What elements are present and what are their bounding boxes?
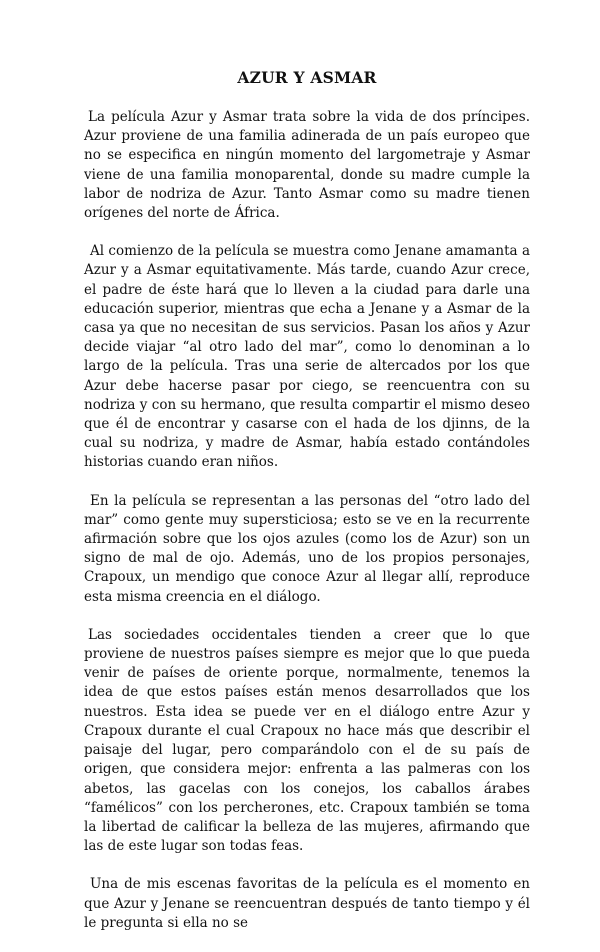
paragraph-4: Las sociedades occidentales tienden a creer que lo que proviene de nuestros países siempre es mejor que lo que pueda venir de países de oriente porque, normalmente, tenemos la idea de que estos países están menos desarrollados que los nuestros. Esta idea se puede ver en el diálogo entre Azur y Crapoux durante el cual Crapoux no hace más que describir el paisaje del lugar, pero comparándolo con el de su país de origen, que considera mejor: enfrenta a las palmeras con los abetos, las gacelas con los conejos, los caballos árabes “famélicos” con los percherones, etc. Crapoux también se toma la libertad de calificar la belleza de las mujeres, afirmando que las de este lugar son todas feas. [84, 626, 530, 855]
paragraph-5: Una de mis escenas favoritas de la película es el momento en que Azur y Jenane se reencuentran después de tanto tiempo y él le pregunta si ella no se [84, 876, 530, 931]
paragraph-3: En la película se representan a las personas del “otro lado del mar” como gente muy supersticiosa; esto se ve en la recurrente afirmación sobre que los ojos azules (como los de Azur) son un signo de mal de ojo. Además, uno de los propios personajes, Crapoux, un mendigo que conoce Azur al llegar allí, reproduce esta misma creencia en el diálogo. [84, 492, 530, 605]
document-page [84, 68, 530, 952]
paragraph-1: La película Azur y Asmar trata sobre la vida de dos príncipes. Azur proviene de una familia adinerada de un país europeo que no se especifica en ningún momento del largometraje y Asmar viene de una familia monoparental, donde su madre cumple la labor de nodriza de Azur. Tanto Asmar como su madre tienen orígenes del norte de África. [84, 109, 530, 222]
paragraph-2: Al comienzo de la película se muestra como Jenane amamanta a Azur y a Asmar equitativamente. Más tarde, cuando Azur crece, el padre de éste hará que lo lleven a la ciudad para darle una educación superior, mientras que echa a Jenane y a Asmar de la casa ya que no necesitan de sus servicios. Pasan los años y Azur decide viajar “al otro lado del mar”, como lo denominan a lo largo de la película. Tras una serie de altercados por los que Azur debe hacerse pasar por ciego, se reencuentra con su nodriza y con su hermano, que resulta compartir el mismo deseo que él de encontrar y casarse con el hada de los djinns, de la cual su nodriza, y madre de Asmar, había estado contándoles historias cuando eran niños. [84, 243, 530, 471]
document-title: AZUR Y ASMAR [237, 68, 377, 87]
